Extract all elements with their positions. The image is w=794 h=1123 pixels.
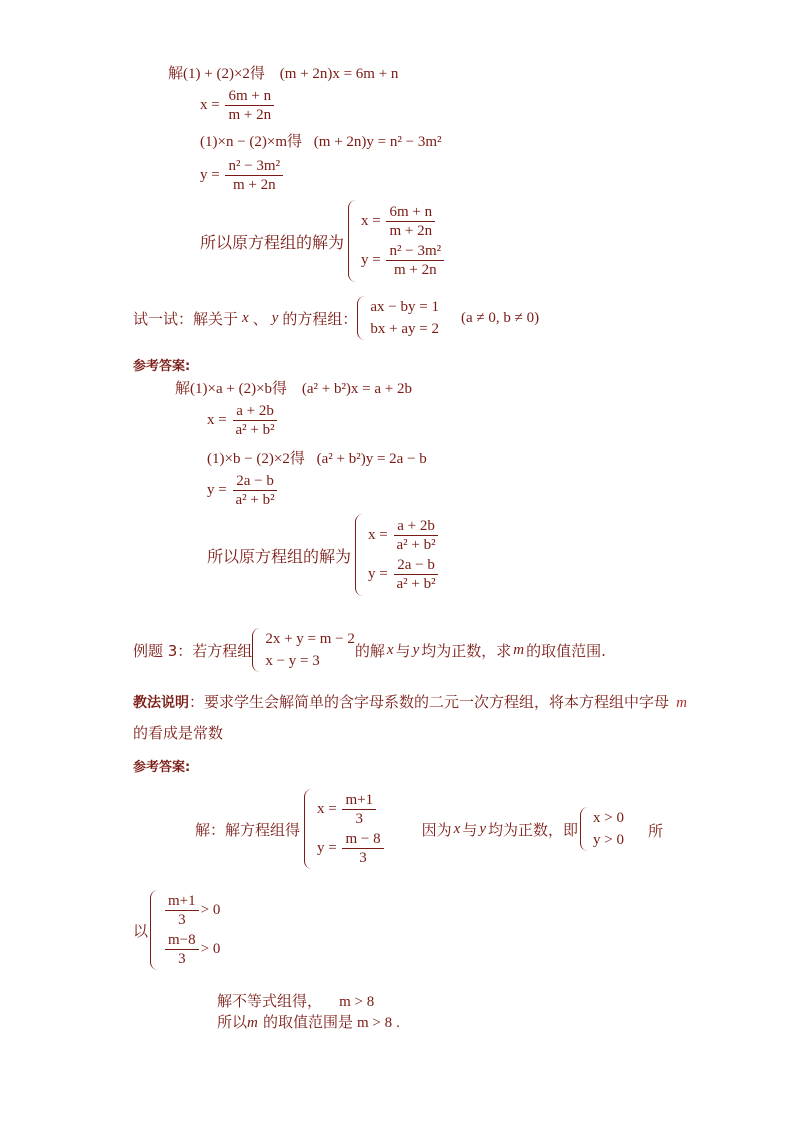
p3-final-m: m [247,1015,258,1031]
p3-x-frac [342,792,376,827]
p1-l5-y-den: m + 2n [393,262,437,278]
example3-line [133,628,606,672]
p1-l5-x-num: 6m + n [386,204,435,222]
p3-x-num: m+1 [342,792,376,810]
trial-text: 试一试：解关于 [133,309,239,328]
p3-so2: 以 [133,921,149,940]
p3-solve-res: m > 8 [339,994,375,1010]
trial-sep: 、 [252,309,268,328]
p1-l4-num: n² − 3m² [225,158,283,176]
answer-label-1: 参考答案: [133,359,191,374]
p3-i1-rest: > 0 [200,901,221,918]
p3-because: 因为 [421,820,452,839]
answer-label-2: 参考答案: [133,760,191,775]
p1-l3-a: (1)×n − (2)×m得 [200,134,303,150]
p2-l4-lhs: y = [207,481,227,498]
p1-l5-y-row [361,243,446,278]
p3-y-den: 3 [359,850,367,866]
p2-l5-x-num: a + 2b [394,518,438,536]
p3-final-a: 所以 [217,1013,248,1031]
p3-i2-row [163,932,220,967]
trial-cond: (a ≠ 0, b ≠ 0) [460,309,540,326]
method-line1 [133,691,687,712]
trial-brace [357,296,366,340]
p1-l5-y-frac [386,243,444,278]
p1-l5-brace [348,200,357,282]
p2-l4-num: 2a − b [233,473,277,491]
p1-l4-frac [225,158,283,193]
trial-x: x [242,309,249,326]
p1-line5 [200,200,446,282]
p2-l2-den: a² + b² [235,422,275,438]
p2-line1 [175,377,412,398]
p3-x-lhs: x = [317,800,337,817]
p1-line3 [200,130,441,151]
p3-final-b: 的取值范围是 [262,1013,353,1031]
ex3-x: x [386,641,394,658]
p3-ineq-line [133,890,220,970]
p3-i1-frac [165,893,199,928]
p3-solve: 解不等式组得， [217,992,323,1010]
p2-l1-lead: 解 [175,379,191,397]
p3-y: y [479,820,486,837]
p3-ineq-brace [580,807,589,851]
p3-y-num: m − 8 [342,831,383,849]
p3-x-den: 3 [355,811,364,827]
trial-system [370,296,439,340]
p3-line1 [195,789,624,869]
ex3-m: m [513,641,525,658]
p2-line4 [207,473,280,508]
ex3-text2: 的解 [354,641,385,660]
p3-mid: 与 [462,820,478,839]
p2-line2 [207,403,280,438]
p3-ineq1: x > 0 [593,810,624,826]
p3-solve-line [217,990,374,1011]
p3-i1-row [163,893,220,928]
p3-y-lhs: y = [317,839,337,856]
p3-ineq-brace2 [150,890,159,970]
trial-eq2: bx + ay = 2 [370,321,439,337]
ex3-y: y [412,641,420,658]
p2-l5-text: 所以原方程组的解为 [207,546,352,566]
p1-l5-y-lhs: y = [361,251,381,268]
p2-l5-y-row [368,557,441,592]
p2-l5-x-lhs: x = [368,526,388,543]
p2-l5-brace [355,514,364,596]
trial-y: y [271,309,279,326]
p3-y-row [317,831,386,866]
trial-line [133,296,539,340]
p1-l2-num: 6m + n [225,88,274,106]
p3-y-frac [342,831,383,866]
p3-final-line [217,1011,400,1032]
p3-ineq2: y > 0 [593,832,624,848]
p1-l5-x-row [361,204,446,239]
trial-text2: 的方程组： [282,309,358,328]
p1-l4-lhs: y = [200,166,220,183]
p3-because2: 均为正数，即 [488,820,579,839]
p3-so: 所 [648,822,664,840]
p2-l4-frac [232,473,277,508]
p1-l4-den: m + 2n [232,177,276,193]
ex3-text3: 均为正数，求 [421,641,512,660]
method-line2: 的看成是常数 [133,724,224,742]
p3-ineq-system2 [163,893,220,967]
p3-i2-frac [165,932,199,967]
p2-l5-y-frac [393,557,438,592]
ex3-eq2: x − y = 3 [265,653,320,669]
p1-l1-a: (1) + (2)×2得 [183,66,265,82]
ex3-system [265,628,355,672]
p2-l5-system [368,518,441,592]
p1-l2-lhs: x = [200,96,220,113]
p1-l2-den: m + 2n [228,107,272,123]
p1-l5-x-frac [386,204,435,239]
p2-l2-frac [232,403,277,438]
p2-l2-num: a + 2b [233,403,277,421]
p2-line3 [207,447,427,468]
p3-i1-num: m+1 [165,893,199,911]
p2-l5-y-lhs: y = [368,565,388,582]
p3-final-dot: . [396,1015,400,1031]
p2-l3-b: (a² + b²)y = 2a − b [316,451,427,467]
method-label: 教法说明 [133,695,189,711]
ex3-eq1: 2x + y = m − 2 [265,631,355,647]
p2-l1-a: (1)×a + (2)×b得 [190,381,288,397]
p3-brace [304,789,313,869]
ex3-text4: 的取值范围. [526,641,606,660]
p2-l3-a: (1)×b − (2)×2得 [207,451,305,467]
p3-system [317,792,386,866]
p3-l1-text: 解：解方程组得 [195,820,301,839]
trial-eq1: ax − by = 1 [370,299,439,315]
p1-l5-x-den: m + 2n [389,223,433,239]
p1-l1-lead: 解 [168,64,184,82]
ex3-brace [252,628,261,672]
p2-l5-y-den: a² + b² [396,576,436,592]
ex3-text: 例题 3：若方程组 [133,641,253,660]
p3-x: x [453,820,461,837]
p1-l2-frac [225,88,274,123]
p3-i2-den: 3 [178,951,186,967]
p1-l5-y-num: n² − 3m² [386,243,444,261]
p1-line2 [200,88,276,123]
method-m: m [676,695,687,711]
p1-line1 [168,62,398,83]
p2-l1-b: (a² + b²)x = a + 2b [301,381,413,397]
p1-l1-b: (m + 2n)x = 6m + n [279,66,399,82]
p1-l5-x-lhs: x = [361,212,381,229]
p2-l4-den: a² + b² [235,492,275,508]
p2-l2-lhs: x = [207,411,227,428]
p1-l3-b: (m + 2n)y = n² − 3m² [313,134,442,150]
p1-line4 [200,158,285,193]
p3-i1-den: 3 [178,912,186,928]
p3-i2-rest: > 0 [200,940,221,957]
p1-l5-text: 所以原方程组的解为 [200,232,345,252]
p2-l5-x-row [368,518,441,553]
p2-line5 [207,514,441,596]
ex3-mid: 与 [395,641,411,660]
p1-l5-system [361,204,446,278]
p3-final-res: m > 8 [356,1015,393,1031]
p2-l5-x-den: a² + b² [396,537,436,553]
p3-i2-num: m−8 [165,932,199,950]
p3-x-row [317,792,386,827]
method-text: ：要求学生会解简单的含字母系数的二元一次方程组，将本方程组中字母 [189,693,670,711]
p3-ineq-system [593,807,624,851]
p2-l5-y-num: 2a − b [394,557,438,575]
p2-l5-x-frac [393,518,438,553]
